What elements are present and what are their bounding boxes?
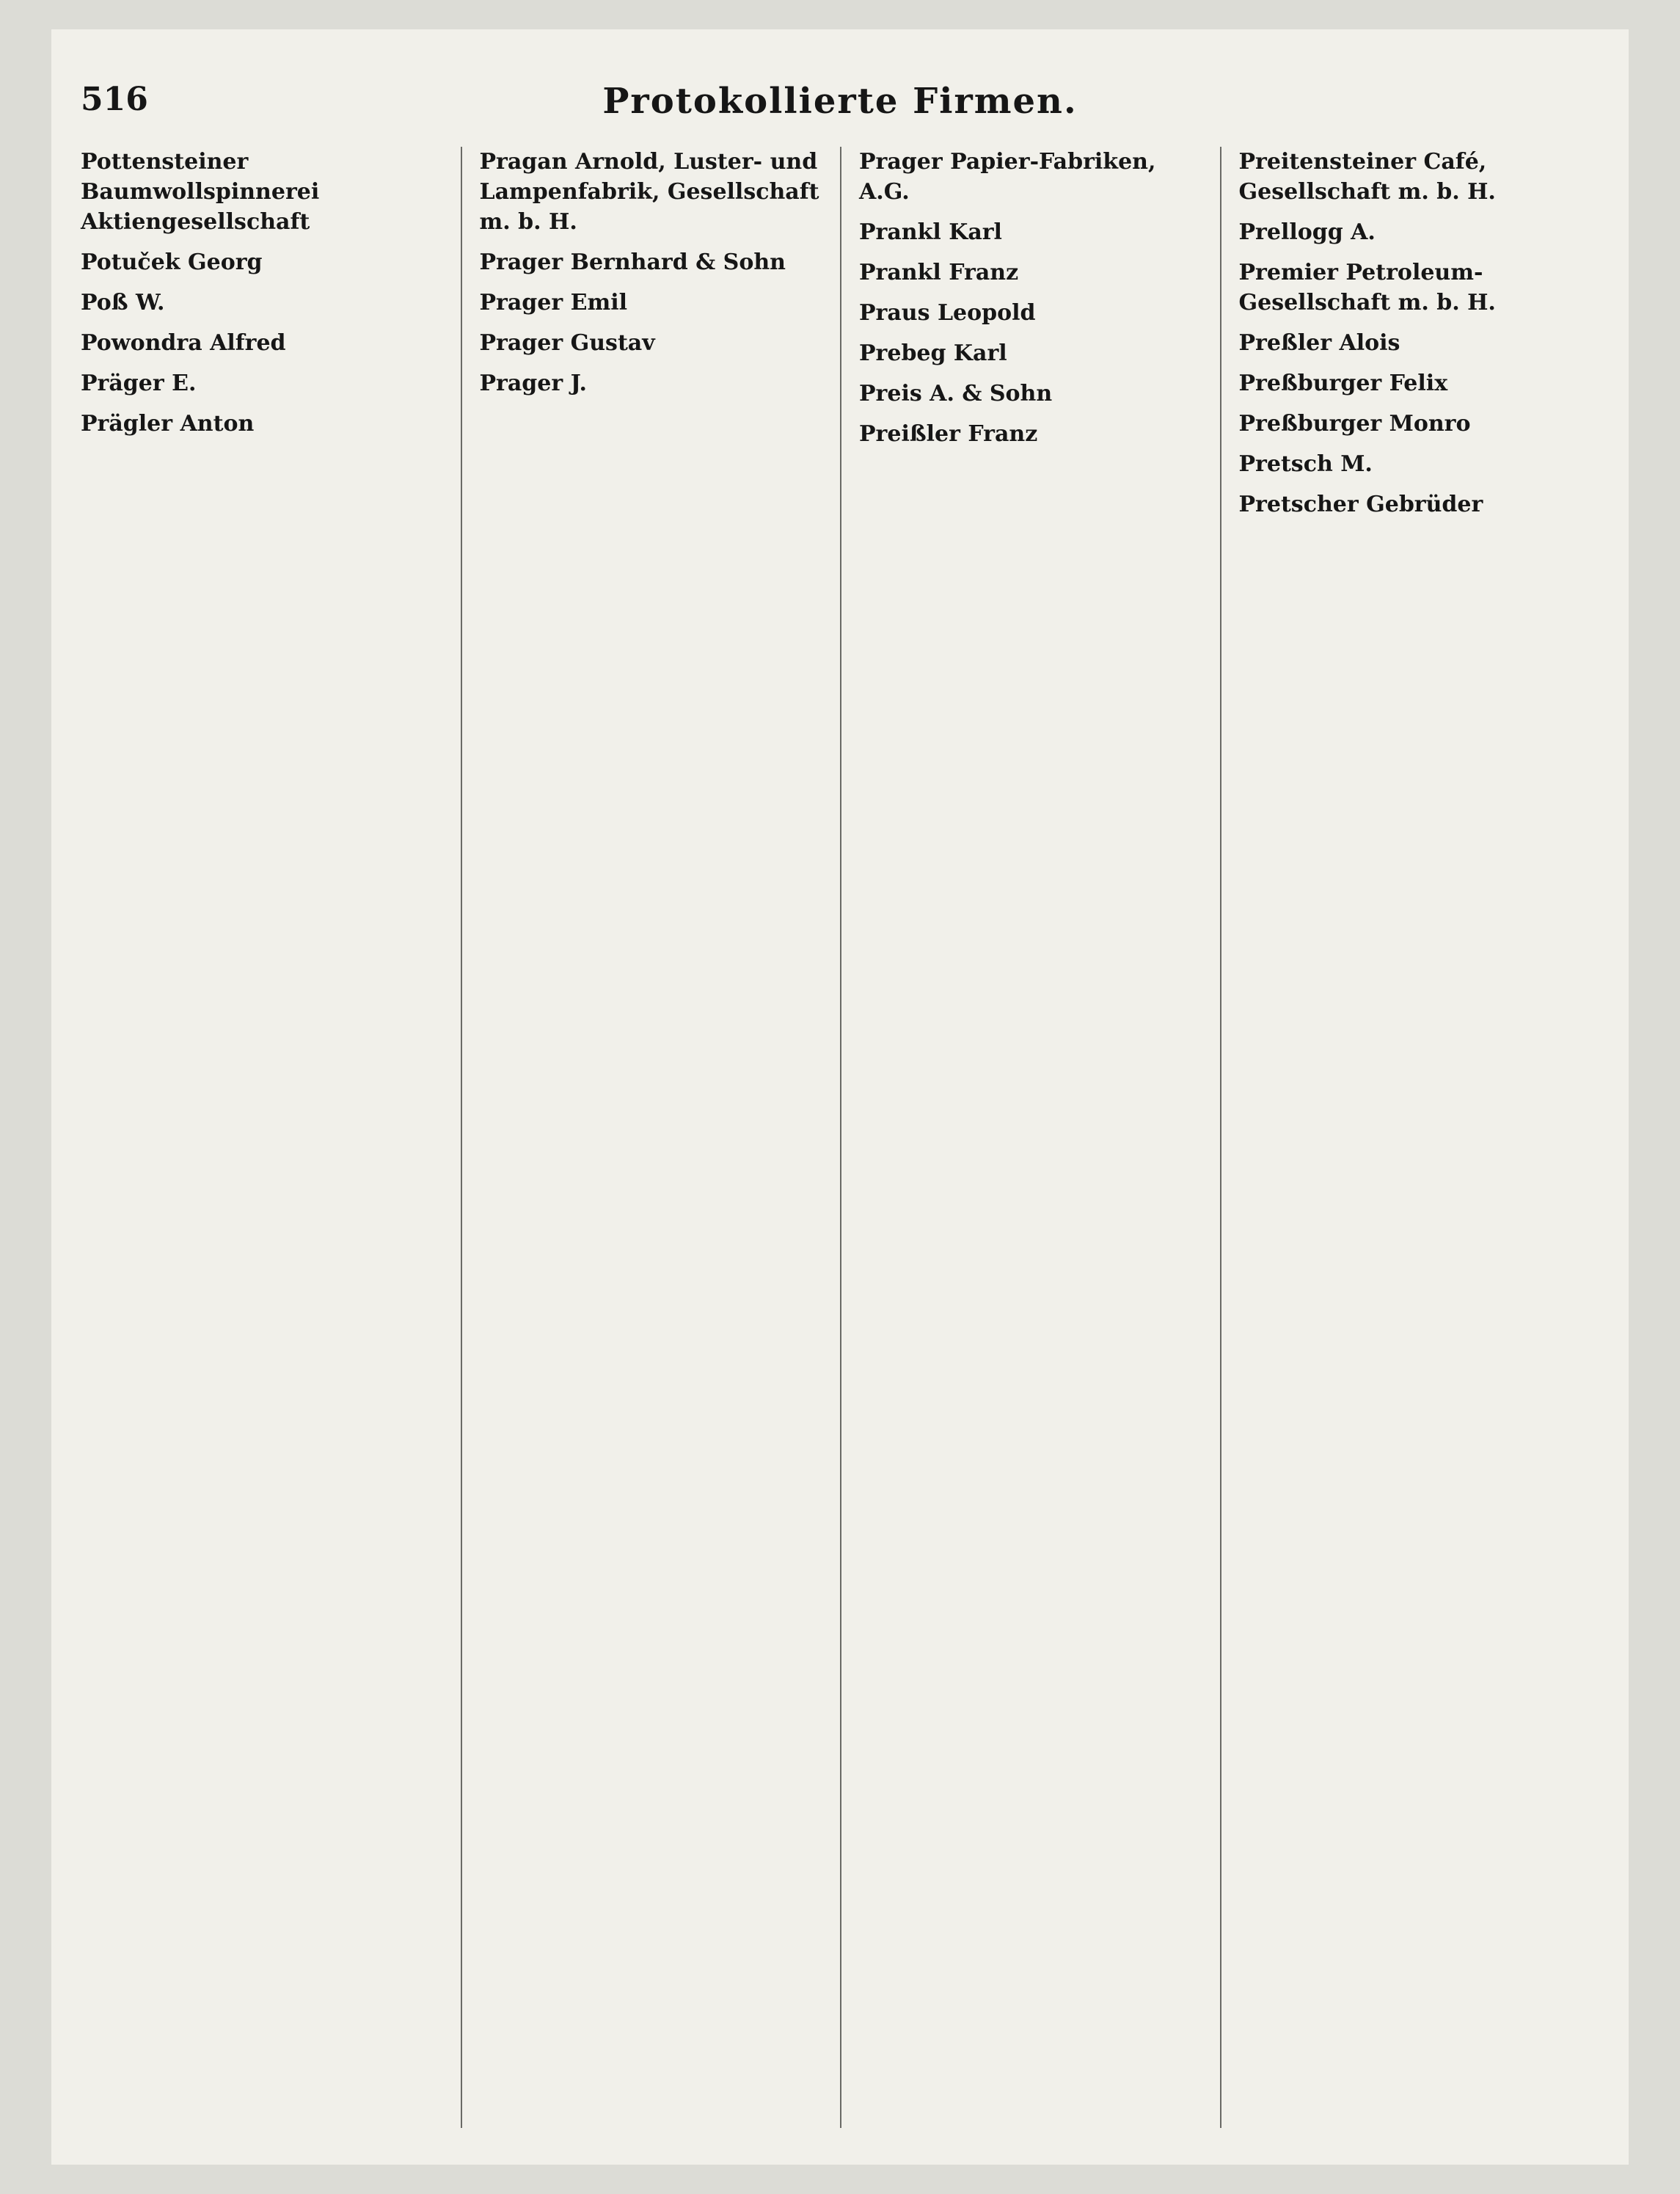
entry-head: Prager Emil bbox=[479, 290, 628, 316]
entry-head: Prager Bernhard & Sohn bbox=[479, 249, 786, 275]
entry-head: Preßburger Monro bbox=[1238, 411, 1471, 437]
directory-entry bbox=[859, 338, 1202, 368]
column-1 bbox=[81, 147, 461, 2128]
directory-entry bbox=[480, 147, 823, 237]
entry-head: Premier Petroleum-Gesellschaft m. b. H. bbox=[1238, 260, 1496, 316]
directory-entry bbox=[859, 379, 1202, 409]
directory-entry bbox=[859, 419, 1202, 449]
column-4 bbox=[1220, 147, 1600, 2128]
directory-entry bbox=[859, 298, 1202, 328]
directory-entry bbox=[480, 247, 823, 277]
directory-entry bbox=[1239, 328, 1582, 358]
entry-head: Prebeg Karl bbox=[859, 340, 1007, 366]
directory-entry bbox=[480, 328, 823, 358]
entry-head: Preitensteiner Café, Gesellschaft m. b. H. bbox=[1238, 149, 1496, 205]
entry-head: Preßler Alois bbox=[1238, 330, 1400, 356]
directory-entry bbox=[1239, 449, 1582, 479]
directory-entry bbox=[1239, 147, 1582, 207]
page-number: 516 bbox=[81, 81, 148, 118]
directory-entry bbox=[81, 147, 443, 237]
directory-entry bbox=[81, 328, 443, 358]
entry-head: Preßburger Felix bbox=[1238, 371, 1448, 396]
entry-head: Prellogg A. bbox=[1238, 219, 1376, 245]
page-header bbox=[81, 81, 1599, 139]
directory-entry bbox=[1239, 409, 1582, 439]
entry-head: Pretsch M. bbox=[1238, 451, 1373, 477]
entry-head: Potuček Georg bbox=[81, 249, 263, 275]
page-title: Protokollierte Firmen. bbox=[602, 81, 1078, 122]
entry-head: Preis A. & Sohn bbox=[859, 381, 1053, 407]
directory-entry bbox=[1239, 368, 1582, 398]
entry-head: Prager Papier-Fabriken, A.G. bbox=[859, 149, 1156, 205]
directory-entry bbox=[1239, 258, 1582, 318]
entry-head: Preißler Franz bbox=[859, 421, 1038, 447]
column-2 bbox=[461, 147, 841, 2128]
entry-head: Prager Gustav bbox=[479, 330, 655, 356]
directory-page bbox=[51, 29, 1629, 2165]
entry-head: Pragan Arnold, Luster- und Lampenfabrik, Gesellschaft m. b. H. bbox=[479, 149, 819, 235]
directory-entry bbox=[480, 368, 823, 398]
directory-entry bbox=[81, 247, 443, 277]
directory-entry bbox=[480, 288, 823, 318]
directory-entry bbox=[81, 288, 443, 318]
directory-entry bbox=[859, 217, 1202, 247]
directory-entry bbox=[81, 409, 443, 439]
entry-head: Powondra Alfred bbox=[81, 330, 286, 356]
entry-head: Prägler Anton bbox=[81, 411, 255, 437]
column-3 bbox=[840, 147, 1220, 2128]
directory-entry bbox=[1239, 217, 1582, 247]
entry-head: Prager J. bbox=[479, 371, 587, 396]
entry-head: Poß W. bbox=[81, 290, 165, 316]
entry-head: Präger E. bbox=[81, 371, 197, 396]
entry-head: Prankl Franz bbox=[859, 260, 1019, 285]
entry-head: Prankl Karl bbox=[859, 219, 1002, 245]
directory-entry bbox=[859, 258, 1202, 288]
entry-head: Pottensteiner Baumwollspinnerei Aktiengesellschaft bbox=[81, 149, 320, 235]
directory-entry bbox=[81, 368, 443, 398]
directory-entry bbox=[1239, 489, 1582, 520]
entry-head: Praus Leopold bbox=[859, 300, 1036, 326]
entry-head: Pretscher Gebrüder bbox=[1238, 492, 1483, 517]
directory-columns bbox=[81, 147, 1599, 2128]
directory-entry bbox=[859, 147, 1202, 207]
